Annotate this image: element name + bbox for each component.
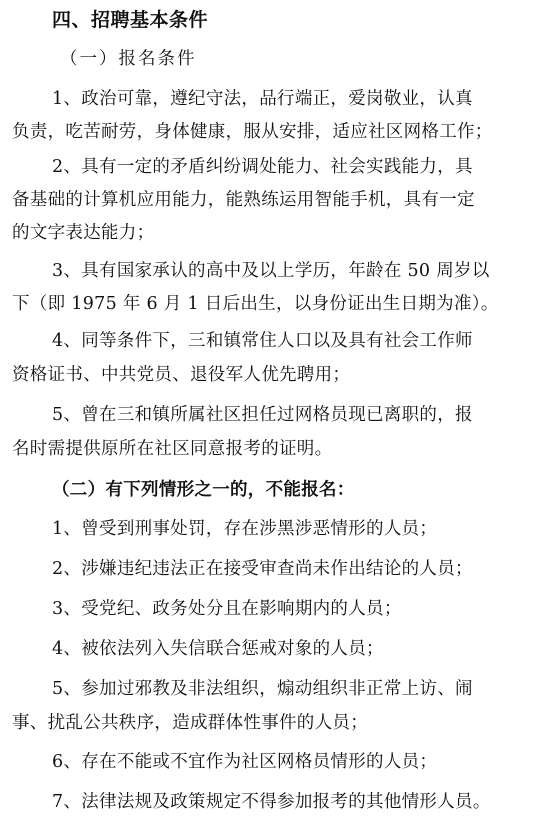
disqualification-2: 2、涉嫌违纪违法正在接受审查尚未作出结论的人员； (52, 559, 473, 579)
disqualification-4: 4、被依法列入失信联合惩戒对象的人员； (52, 639, 384, 659)
condition-2-line-1: 2、具有一定的矛盾纠纷调处能力、社会实践能力，具 (52, 157, 473, 177)
condition-1-line-2: 负责，吃苦耐劳，身体健康，服从安排，适应社区网格工作； (12, 122, 493, 142)
condition-2-line-2: 备基础的计算机应用能力，能熟练运用智能手机，具有一定 (12, 190, 475, 210)
condition-4-line-1: 4、同等条件下，三和镇常住人口以及具有社会工作师 (52, 331, 473, 351)
condition-3-line-1: 3、具有国家承认的高中及以上学历，年龄在 50 周岁以 (52, 261, 490, 281)
condition-5-line-1: 5、曾在三和镇所属社区担任过网格员现已离职的，报 (52, 405, 473, 425)
condition-3-line-2: 下（即 1975 年 6 月 1 日后出生，以身份证出生日期为准）。 (12, 294, 499, 314)
disqualification-3: 3、受党纪、政务处分且在影响期内的人员； (52, 599, 402, 619)
subsection-title-registration-conditions: （一）报名条件 (60, 49, 197, 69)
disqualification-5-line-1: 5、参加过邪教及非法组织，煽动组织非正常上访、闹 (52, 679, 473, 699)
disqualification-7: 7、法律法规及政策规定不得参加报考的其他情形人员。 (52, 792, 491, 812)
section-heading: 四、招聘基本条件 (52, 9, 209, 31)
condition-4-line-2: 资格证书、中共党员、退役军人优先聘用； (12, 365, 351, 385)
condition-5-line-2: 名时需提供原所在社区同意报考的证明。 (12, 439, 333, 459)
condition-2-line-3: 的文字表达能力； (12, 223, 155, 243)
condition-1-line-1: 1、政治可靠，遵纪守法，品行端正，爱岗敬业，认真 (52, 89, 473, 109)
disqualification-5-line-2: 事、扰乱公共秩序，造成群体性事件的人员； (12, 713, 368, 733)
disqualification-6: 6、存在不能或不宜作为社区网格员情形的人员； (52, 752, 438, 772)
subsection-title-disqualifications: （二）有下列情形之一的，不能报名： (52, 480, 355, 500)
disqualification-1: 1、曾受到刑事处罚，存在涉黑涉恶情形的人员； (52, 519, 438, 539)
